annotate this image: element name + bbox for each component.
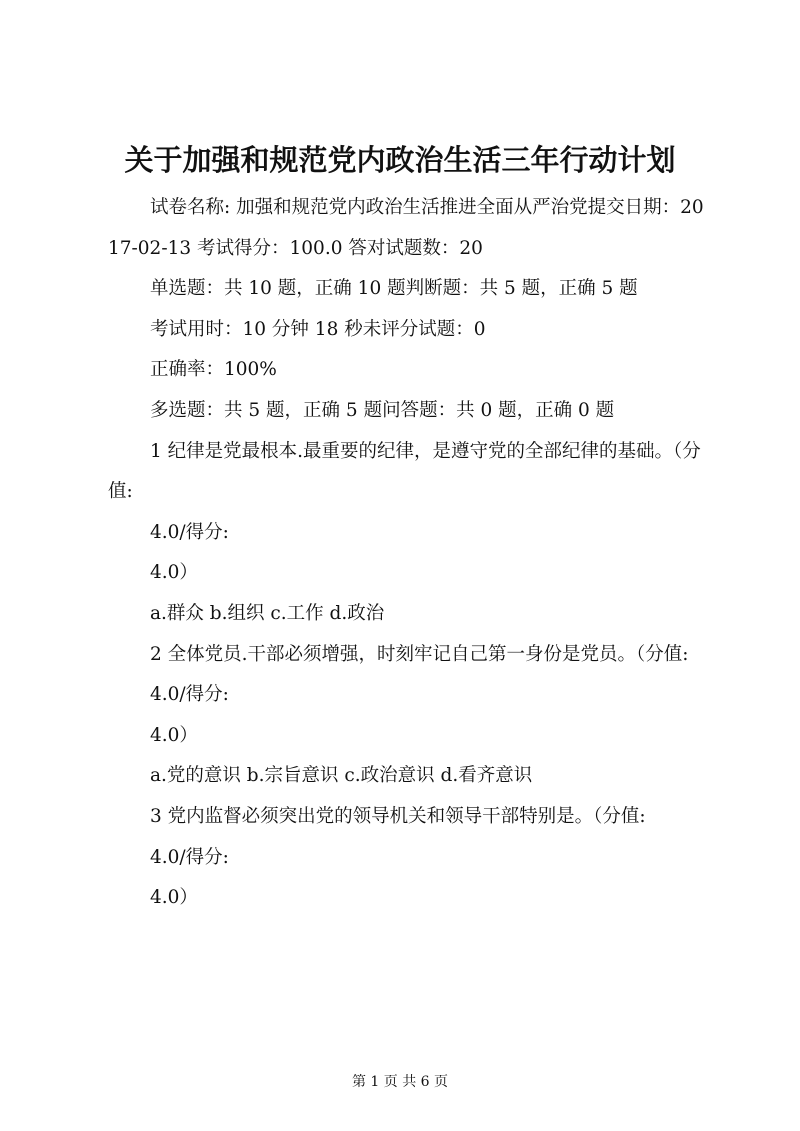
- question-3-text: 3 党内监督必须突出党的领导机关和领导干部特别是。（分值:: [150, 805, 646, 827]
- question-3-score-value: 4.0/得分:: [150, 846, 229, 868]
- score-summary-multi-qa: 多选题：共 5 题，正确 5 题问答题：共 0 题，正确 0 题: [150, 399, 615, 421]
- paper-info-paragraph: 试卷名称: 加强和规范党内政治生活推进全面从严治党提交日期：2017-02-13 考试得分：100.0 答对试题数：20: [108, 197, 704, 259]
- question-2-score-value: 4.0/得分:: [150, 684, 229, 706]
- score-summary-single-judge: 单选题：共 10 题，正确 10 题判断题：共 5 题，正确 5 题: [150, 278, 638, 300]
- accuracy-paragraph: 正确率：100%: [150, 359, 277, 381]
- question-1-text: 1 纪律是党最根本.最重要的纪律，是遵守党的全部纪律的基础。（分值:: [108, 440, 701, 503]
- question-1-score-value: 4.0/得分:: [150, 521, 229, 543]
- question-2-text: 2 全体党员.干部必须增强，时刻牢记自己第一身份是党员。（分值:: [150, 643, 689, 665]
- question-2-score-obtained: 4.0）: [150, 724, 198, 746]
- question-3-score-obtained: 4.0）: [150, 887, 198, 909]
- exam-time-paragraph: 考试用时：10 分钟 18 秒未评分试题：0: [150, 318, 486, 340]
- page-footer: 第 1 页 共 6 页: [351, 1074, 449, 1090]
- document-body: [108, 188, 708, 919]
- question-1-options: a.群众 b.组织 c.工作 d.政治: [150, 602, 385, 624]
- document-title: 关于加强和规范党内政治生活三年行动计划: [124, 143, 676, 177]
- question-2-options: a.党的意识 b.宗旨意识 c.政治意识 d.看齐意识: [150, 765, 533, 787]
- question-1-score-obtained: 4.0）: [150, 562, 198, 584]
